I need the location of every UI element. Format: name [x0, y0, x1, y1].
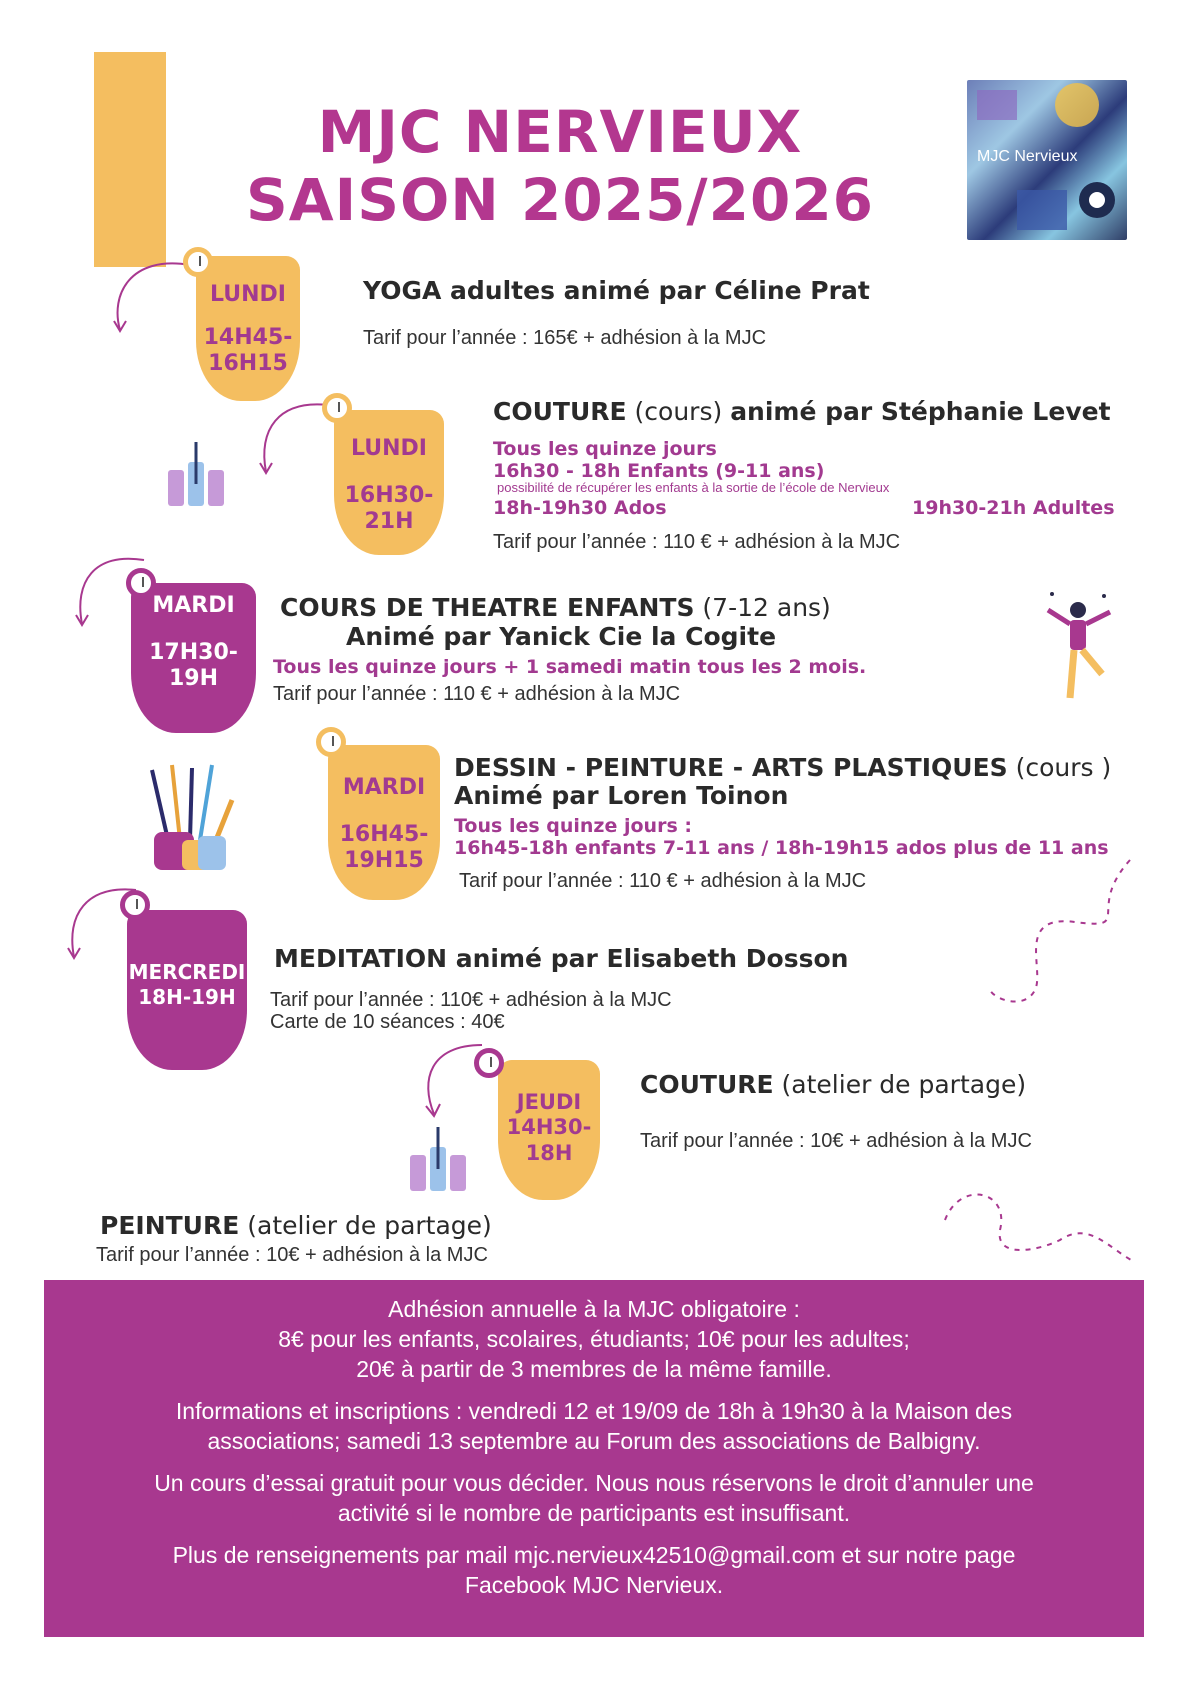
time-label: 16H30- 21H: [344, 483, 434, 534]
dessin-schedule: Tous les quinze jours : 16h45-18h enfants 7-11 ans / 18h-19h15 ados plus de 11 ans: [454, 815, 1109, 859]
clock-icon: [474, 1048, 504, 1078]
schedule-badge-couture: [334, 410, 444, 555]
decorative-yellow-bar: [94, 52, 166, 267]
clock-icon: [183, 247, 213, 277]
clock-icon: [316, 727, 346, 757]
day-label: JEUDI: [516, 1090, 582, 1114]
day-label: MARDI: [152, 593, 235, 618]
couture-adultes: 19h30-21h Adultes: [912, 497, 1115, 519]
price-yoga: Tarif pour l’année : 165€ + adhésion à la MJC: [363, 327, 767, 349]
dancer-illustration-icon: [1040, 590, 1120, 710]
thread-spools-icon: [408, 1125, 476, 1195]
theatre-schedule: Tous les quinze jours + 1 samedi matin tous les 2 mois.: [273, 656, 867, 678]
activity-title-peinture: PEINTURE (atelier de partage): [100, 1211, 492, 1240]
couture-note: possibilité de récupérer les enfants à la sortie de l’école de Nervieux: [497, 480, 890, 495]
price-theatre: Tarif pour l’année : 110 € + adhésion à la MJC: [273, 683, 681, 705]
activity-title-theatre: COURS DE THEATRE ENFANTS (7-12 ans): [280, 593, 831, 622]
footer-membership: Adhésion annuelle à la MJC obligatoire : 8€ pour les enfants, scolaires, étudiants; 10€ pour les adultes; 20€ à partir de 3 membres de la même famille.: [278, 1296, 910, 1382]
logo-text: MJC Nervieux: [977, 148, 1078, 165]
title-line-1: MJC NERVIEUX: [317, 98, 803, 166]
clock-icon: [126, 568, 156, 598]
couture-ados: 18h-19h30 Ados: [493, 497, 667, 519]
day-label: LUNDI: [210, 282, 286, 307]
price-couture-atelier: Tarif pour l’année : 10€ + adhésion à la MJC: [640, 1130, 1032, 1152]
title-line-2: SAISON 2025/2026: [245, 166, 875, 234]
activity-title-yoga: YOGA adultes animé par Céline Prat: [363, 276, 870, 305]
clock-icon: [322, 393, 352, 423]
day-label: LUNDI: [351, 436, 427, 461]
day-label: MERCREDI: [128, 960, 246, 984]
couture-schedule: Tous les quinze jours 16h30 - 18h Enfants (9-11 ans): [493, 438, 825, 482]
footer-registration: Informations et inscriptions : vendredi 12 et 19/09 de 18h à 19h30 à la Maison des associations; samedi 13 septembre au Forum des associations de Balbigny.: [175, 1398, 1013, 1454]
activity-title-meditation: MEDITATION animé par Elisabeth Dosson: [274, 944, 849, 973]
time-label: 14H45- 16H15: [203, 325, 293, 376]
activity-subtitle-dessin: Animé par Loren Toinon: [454, 781, 789, 810]
paint-brushes-icon: [132, 760, 247, 875]
schedule-badge-theatre: [131, 583, 256, 733]
price-meditation: Tarif pour l’année : 110€ + adhésion à la MJC Carte de 10 séances : 40€: [270, 989, 672, 1033]
info-footer-box: [44, 1280, 1144, 1637]
schedule-badge-meditation: [127, 910, 247, 1070]
dotted-squiggle-decoration: [985, 850, 1135, 1015]
activity-title-couture-atelier: COUTURE (atelier de partage): [640, 1070, 1027, 1099]
time-label: 14H30- 18H: [506, 1115, 592, 1165]
price-dessin: Tarif pour l’année : 110 € + adhésion à la MJC: [459, 870, 867, 892]
footer-trial: Un cours d’essai gratuit pour vous décider. Nous nous réservons le droit d’annuler une activité si le nombre de participants est insuffisant.: [154, 1470, 1034, 1526]
thread-spools-icon: [166, 440, 234, 510]
activity-title-dessin: DESSIN - PEINTURE - ARTS PLASTIQUES (cours ): [454, 753, 1112, 782]
time-label: 17H30- 19H: [149, 640, 238, 691]
page-title: [220, 98, 900, 234]
mjc-logo-image: [967, 80, 1127, 240]
activity-subtitle-theatre: Animé par Yanick Cie la Cogite: [346, 622, 777, 651]
clock-icon: [120, 890, 150, 920]
price-couture: Tarif pour l’année : 110 € + adhésion à la MJC: [493, 531, 901, 553]
schedule-badge-couture-atelier: [498, 1060, 600, 1200]
time-label: 16H45- 19H15: [339, 822, 429, 873]
time-label: 18H-19H: [138, 985, 236, 1009]
day-label: MARDI: [342, 775, 426, 800]
activity-title-couture: COUTURE (cours) animé par Stéphanie Levet: [493, 397, 1111, 426]
schedule-badge-yoga: [196, 256, 300, 401]
footer-contact: Plus de renseignements par mail mjc.nervieux42510@gmail.com et sur notre page Facebook MJC Nervieux.: [172, 1542, 1016, 1598]
schedule-badge-dessin: [328, 745, 440, 900]
price-peinture: Tarif pour l’année : 10€ + adhésion à la MJC: [96, 1244, 488, 1266]
dotted-squiggle-decoration: [940, 1180, 1140, 1270]
